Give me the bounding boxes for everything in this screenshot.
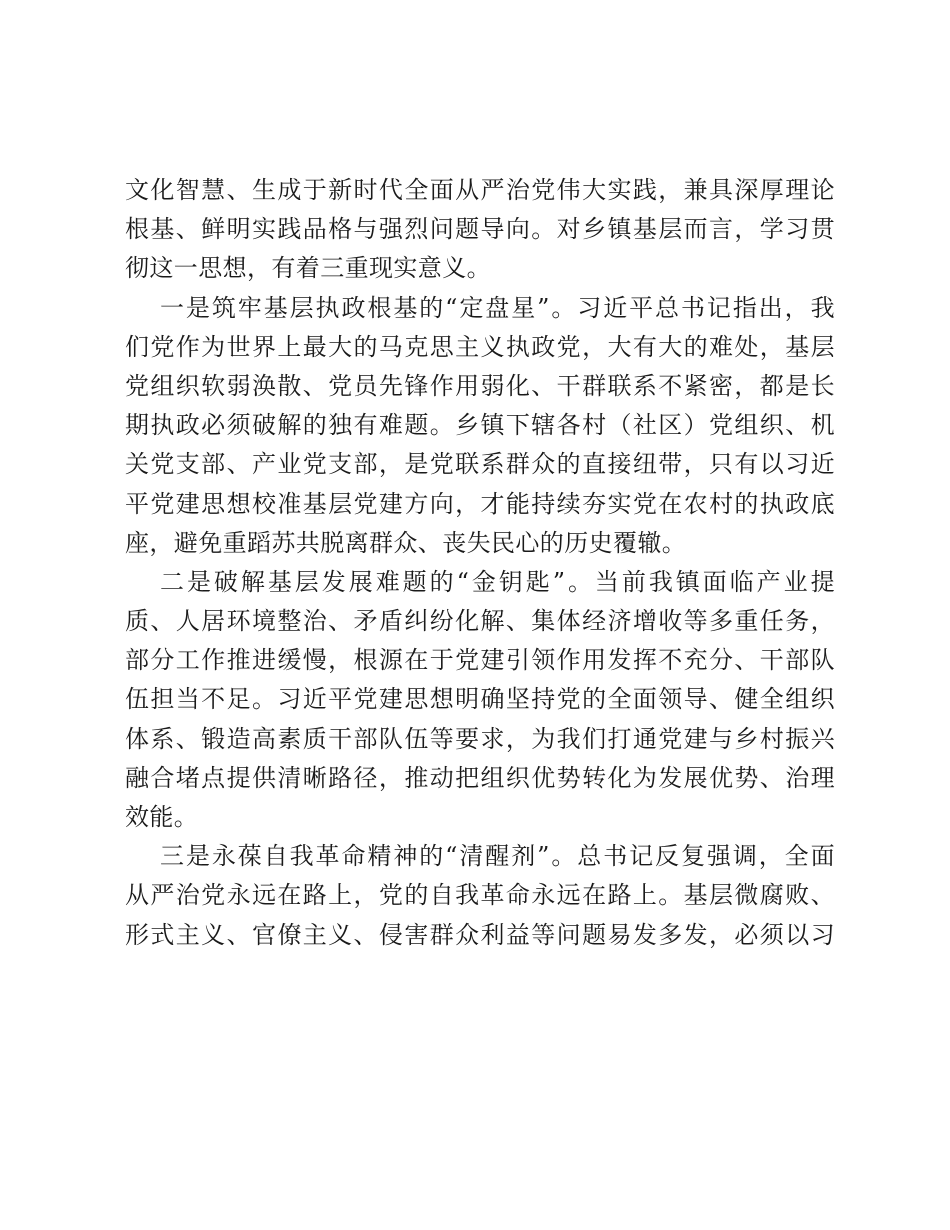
text-line: 们党作为世界上最大的马克思主义执政党，大有大的难处，基层: [125, 332, 835, 361]
body-text: [125, 171, 835, 955]
text-line: 部分工作推进缓慢，根源在于党建引领作用发挥不充分、干部队: [125, 646, 835, 675]
text-line: 融合堵点提供清晰路径，推动把组织优势转化为发展优势、治理: [125, 763, 835, 792]
text-line: 质、人居环境整治、矛盾纠纷化解、集体经济增收等多重任务，: [125, 607, 835, 636]
text-line: 伍担当不足。习近平党建思想明确坚持党的全面领导、健全组织: [125, 685, 835, 714]
text-line: 效能。: [125, 803, 199, 831]
text-line: 平党建思想校准基层党建方向，才能持续夯实党在农村的执政底: [125, 489, 835, 518]
paragraph-first-line: 三是永葆自我革命精神的“清醒剂”。总书记反复强调，全面: [160, 842, 835, 871]
paragraph-first-line: 一是筑牢基层执政根基的“定盘星”。习近平总书记指出，我: [160, 293, 835, 322]
text-line: 关党支部、产业党支部，是党联系群众的直接纽带，只有以习近: [125, 450, 835, 479]
paragraph-first-line: 二是破解基层发展难题的“金钥匙”。当前我镇面临产业提: [160, 567, 835, 596]
text-line: 文化智慧、生成于新时代全面从严治党伟大实践，兼具深厚理论: [125, 176, 835, 204]
text-line: 期执政必须破解的独有难题。乡镇下辖各村（社区）党组织、机: [125, 411, 835, 440]
text-line: 彻这一思想，有着三重现实意义。: [125, 254, 491, 283]
text-line: 从严治党永远在路上，党的自我革命永远在路上。基层微腐败、: [125, 881, 835, 910]
text-line: 党组织软弱涣散、党员先锋作用弱化、干群联系不紧密，都是长: [125, 371, 835, 400]
text-line: 体系、锻造高素质干部队伍等要求，为我们打通党建与乡村振兴: [125, 724, 835, 753]
text-line: 形式主义、官僚主义、侵害群众利益等问题易发多发，必须以习: [125, 920, 835, 949]
text-line: 根基、鲜明实践品格与强烈问题导向。对乡镇基层而言，学习贯: [125, 215, 835, 244]
text-line: 座，避免重蹈苏共脱离群众、丧失民心的历史覆辙。: [125, 528, 687, 557]
